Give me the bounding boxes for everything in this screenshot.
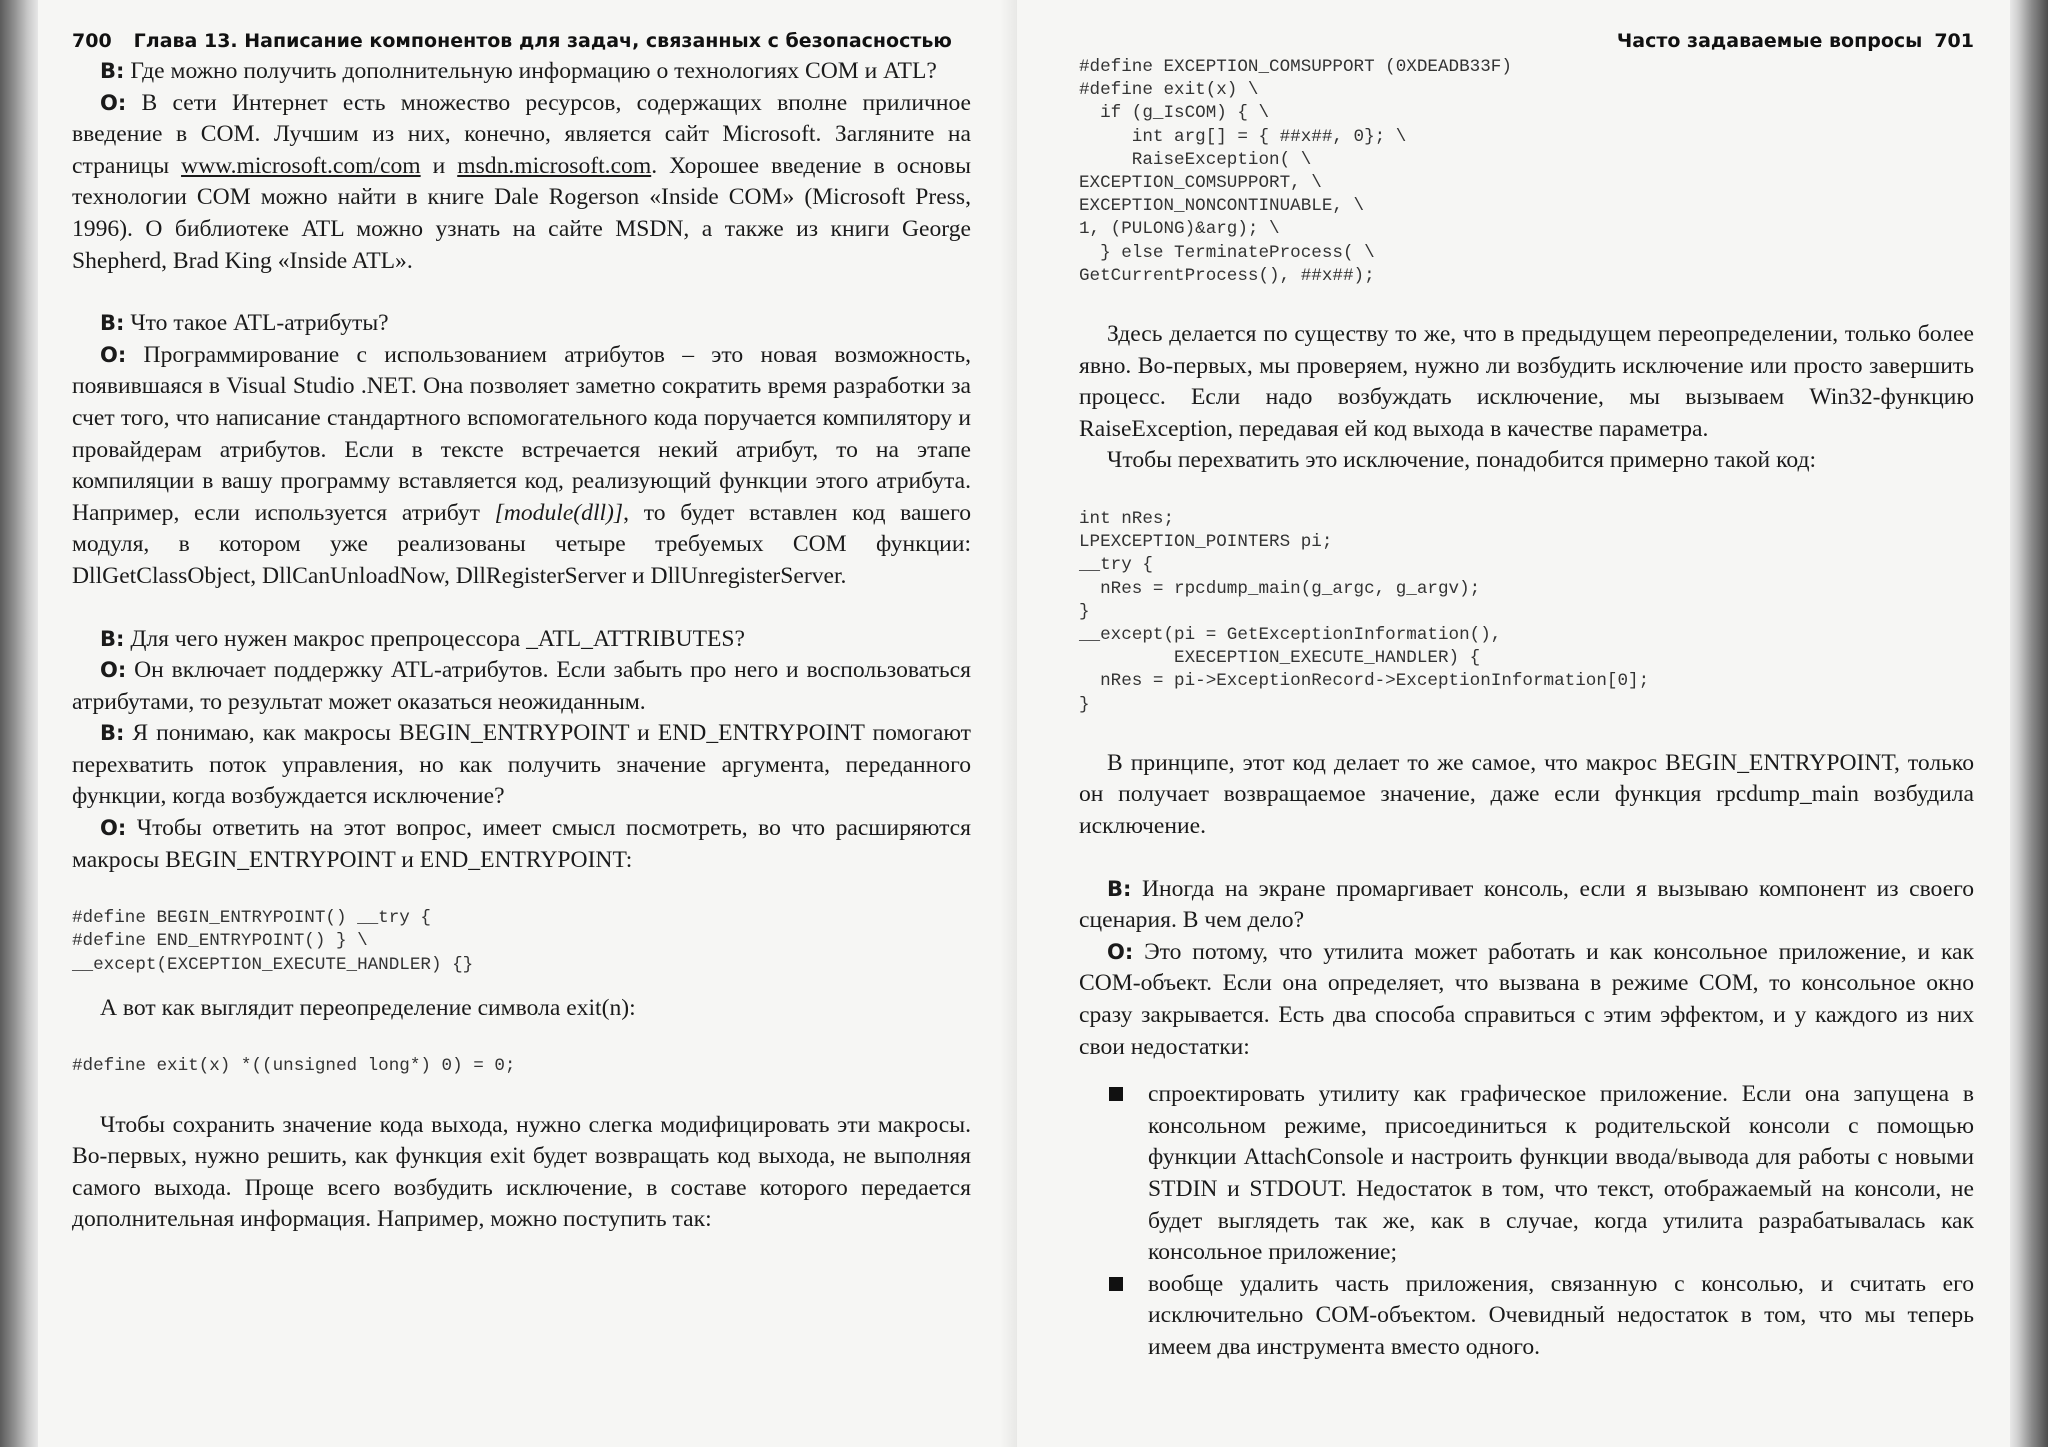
page-number-left: 700 <box>72 30 112 52</box>
answer-text: Программирование с использованием атрибутов – это новая возможность, появившаяся в Visual Studio .NET. Она позволяет заметно сократить время разработки за счет того, что написание стандартного вспомогательного кода поручается компилятору и провайдерам атрибутов. Если в тексте встречается некий атрибут, то на этапе компиляции в вашу программу вставляется код, реализующий функции этого атрибута. Например, если используется атрибут <box>72 341 971 526</box>
answer-text: Это потому, что утилита может работать и как консольное приложение, и как COM-объект. Если она определяет, что вызвана в режиме COM, то консольное окно сразу закрывается. Есть два способа справиться с этим эффектом, и у каждого из них свои недостатки: <box>1079 938 1974 1060</box>
question-text: Иногда на экране промаргивает консоль, если я вызываю компонент из своего сценария. В чем дело? <box>1079 875 1974 934</box>
running-head-left <box>72 26 971 56</box>
list-item <box>1079 1269 1974 1364</box>
answer-text: Он включает поддержку ATL-атрибутов. Если забыть про него и воспользоваться атрибутами, то результат может оказаться неожиданным. <box>72 657 972 715</box>
question-text: Я понимаю, как макросы BEGIN_ENTRYPOINT и END_ENTRYPOINT помогают перехватить поток управления, но как получить значение аргумента, переданного функции, когда возбуждается исключение? <box>72 720 971 810</box>
bullet-square-icon <box>1109 1087 1123 1101</box>
section-title: Часто задаваемые вопросы <box>1616 30 1923 52</box>
answer-text: . Хорошее введение в основы технологии COM можно найти в книге Dale Rogerson «Inside COM» (Microsoft Press, 1996). О библиотеке ATL можно узнать на сайте MSDN, а также из книги George Shepherd, Brad King «Inside ATL». <box>72 152 971 274</box>
question-text: Для чего нужен макрос препроцессора _ATL_ATTRIBUTES? <box>130 625 745 652</box>
question-5 <box>1079 874 1974 937</box>
answer-5 <box>1079 937 1974 1063</box>
link-msdn[interactable]: msdn.microsoft.com <box>457 152 652 179</box>
answer-label: О: <box>1107 939 1134 964</box>
question-3 <box>72 624 971 656</box>
question-label: В: <box>100 59 125 83</box>
book-edge-right <box>2008 0 2048 1447</box>
answer-label: О: <box>100 342 127 367</box>
chapter-title: Глава 13. Написание компонентов для задач, связанных с безопасностью <box>133 30 952 52</box>
question-label: В: <box>1107 876 1132 901</box>
question-label: В: <box>100 311 125 336</box>
answer-1 <box>72 88 971 278</box>
paragraph-modify-macros: Чтобы сохранить значение кода выхода, нужно слегка модифицировать эти макросы. Во-первых, нужно решить, как функция exit будет возвращать код выхода, не выполняя самого выхода. Проще всего возбудить исключение, в составе которого передается дополнительная информация. Например, можно поступить так: <box>72 1111 971 1233</box>
bullet-square-icon <box>1109 1277 1123 1291</box>
question-2 <box>72 308 971 340</box>
answer-text: В сети Интернет есть множество ресурсов, содержащих вполне приличное введение в COM. Лучшим из них, конечно, является сайт Microsoft. Загляните на страницы <box>72 89 971 179</box>
answer-3 <box>72 655 971 718</box>
question-label: В: <box>100 721 125 746</box>
left-page <box>38 0 1017 1447</box>
answer-text: , то будет вставлен код вашего модуля, в котором уже реализованы четыре требуемых COM функции: DllGetClassObject, DllCanUnloadNow, DllRegisterServer и DllUnregisterServer. <box>72 499 971 589</box>
right-page <box>1017 0 2010 1447</box>
answer-label: О: <box>100 816 127 841</box>
answer-2 <box>72 340 971 593</box>
code-listing-exit: #define exit(x) *((unsigned long*) 0) = 0; <box>72 1056 516 1077</box>
code-listing-entrypoint: #define BEGIN_ENTRYPOINT() __try { #define END_ENTRYPOINT() } \ __except(EXCEPTION_EXECUTE_HANDLER) {} <box>72 908 474 975</box>
list-item <box>1079 1079 1974 1269</box>
answer-label: О: <box>100 90 127 115</box>
bullet-list <box>1079 1079 1974 1363</box>
link-microsoft-com[interactable]: www.microsoft.com/com <box>181 152 421 179</box>
answer-4 <box>72 813 971 876</box>
question-text: Где можно получить дополнительную информацию о технологиях COM и ATL? <box>130 58 937 84</box>
book-edge-left <box>0 0 40 1447</box>
running-head-right <box>1079 26 1974 56</box>
code-listing-catch: int nRes; LPEXCEPTION_POINTERS pi; __try { nRes = rpcdump_main(g_argc, g_argv); } __except(pi = GetExceptionInformation(), EXECEPTION_EXECUTE_HANDLER) { nRes = pi->ExceptionRecord->ExceptionInformation[0]; } <box>1079 509 1650 715</box>
code-listing-exit-redefinition: #define EXCEPTION_COMSUPPORT (0XDEADB33F) #define exit(x) \ if (g_IsCOM) { \ int arg[] = { ##x##, 0}; \ RaiseException( \ EXCEPTION_COMSUPPORT, \ EXCEPTION_NONCONTINUABLE, \ 1, (PULONG)&arg); \ } else TerminateProcess( \ GetCurrentProcess(), ##x##); <box>1079 57 1512 286</box>
list-item-text: вообще удалить часть приложения, связанную с консолью, и считать его исключительно COM-объектом. Очевидный недостаток в том, что мы теперь имеем два инструмента вместо одного. <box>1148 1270 1974 1360</box>
answer-text: и <box>420 152 458 179</box>
paragraph-explanation: Здесь делается по существу то же, что в предыдущем переопределении, только более явно. Во-первых, мы проверяем, нужно ли возбудить исключение или просто завершить процесс. Если надо возбуждать исключение, мы вызываем Win32-функцию RaiseException, передавая ей код выхода в качестве параметра. <box>1079 321 1974 442</box>
question-1 <box>72 56 971 88</box>
question-4 <box>72 718 971 813</box>
paragraph-catch-intro: Чтобы перехватить это исключение, понадобится примерно такой код: <box>1107 447 1817 474</box>
page-number-right: 701 <box>1934 30 1974 52</box>
question-label: В: <box>100 626 125 651</box>
answer-text: Чтобы ответить на этот вопрос, имеет смысл посмотреть, во что расширяются макросы BEGIN_ENTRYPOINT и END_ENTRYPOINT: <box>72 815 971 873</box>
answer-label: О: <box>100 658 127 683</box>
list-item-text: спроектировать утилиту как графическое приложение. Если она запущена в консольном режиме, присоединиться к родительской консоли с помощью функции AttachConsole и настроить функции ввода/вывода для работы с новыми STDIN и STDOUT. Недостаток в том, что текст, отображаемый на консоли, не будет выглядеть так же, как в случае, когда утилита разрабатывалась как консольное приложение; <box>1148 1081 1974 1266</box>
attribute-example: [module(dll)] <box>494 499 624 526</box>
paragraph-exit: А вот как выглядит переопределение символа exit(n): <box>100 994 636 1021</box>
paragraph-principle: В принципе, этот код делает то же самое, что макрос BEGIN_ENTRYPOINT, только он получает возвращаемое значение, даже если функция rpcdump_main возбудила исключение. <box>1079 749 1974 840</box>
question-text: Что такое ATL-атрибуты? <box>130 310 389 337</box>
